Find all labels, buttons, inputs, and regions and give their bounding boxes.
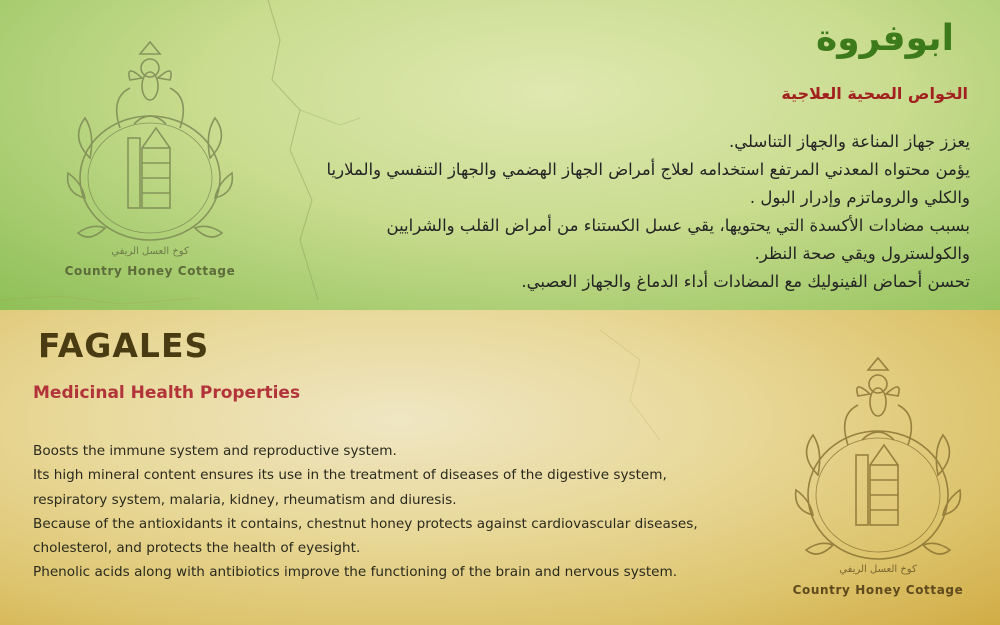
bee-wreath-emblem-icon bbox=[50, 28, 250, 258]
arabic-line: والكلي والروماتزم وإدرار البول . bbox=[749, 188, 970, 207]
english-line: Because of the antioxidants it contains, chestnut honey protects against cardiovascular diseases, bbox=[33, 515, 698, 532]
english-subtitle: Medicinal Health Properties bbox=[33, 383, 301, 403]
arabic-description bbox=[230, 128, 970, 296]
arabic-line: يعزز جهاز المناعة والجهاز التناسلي. bbox=[729, 132, 970, 151]
arabic-line: بسبب مضادات الأكسدة التي يحتويها، يقي عسل الكستناء من أمراض القلب والشرايين bbox=[386, 216, 970, 235]
english-line: Phenolic acids along with antibiotics improve the functioning of the brain and nervous system. bbox=[33, 564, 678, 581]
arabic-subtitle: الخواص الصحية العلاجية bbox=[781, 84, 968, 103]
english-line: Boosts the immune system and reproductive system. bbox=[33, 443, 397, 459]
logo-arabic-name: كوخ العسل الريفي bbox=[111, 246, 189, 257]
arabic-line: يؤمن محتواه المعدني المرتفع استخدامه لعلاج أمراض الجهاز الهضمي والجهاز التنفسي والملاريا bbox=[326, 160, 970, 179]
english-line: Its high mineral content ensures its use in the treatment of diseases of the digestive system, bbox=[33, 467, 667, 484]
country-honey-cottage-logo bbox=[50, 28, 250, 283]
country-honey-cottage-logo-bottom bbox=[778, 340, 978, 602]
english-line: cholesterol, and protects the health of eyesight. bbox=[33, 540, 361, 557]
logo-name: Country Honey Cottage bbox=[792, 583, 964, 597]
bee-wreath-emblem-icon bbox=[778, 340, 978, 576]
english-line: respiratory system, malaria, kidney, rheumatism and diuresis. bbox=[33, 491, 457, 508]
arabic-line: تحسن أحماض الفينوليك مع المضادات أداء الدماغ والجهاز العصبي. bbox=[521, 272, 970, 291]
logo-arabic-name: كوخ العسل الريفي bbox=[839, 564, 917, 575]
arabic-line: والكولسترول ويقي صحة النظر. bbox=[754, 244, 970, 263]
arabic-title: ابوفروة bbox=[815, 18, 954, 59]
logo-name: Country Honey Cottage bbox=[64, 264, 236, 278]
english-title: FAGALES bbox=[38, 326, 210, 365]
english-description bbox=[33, 439, 753, 585]
